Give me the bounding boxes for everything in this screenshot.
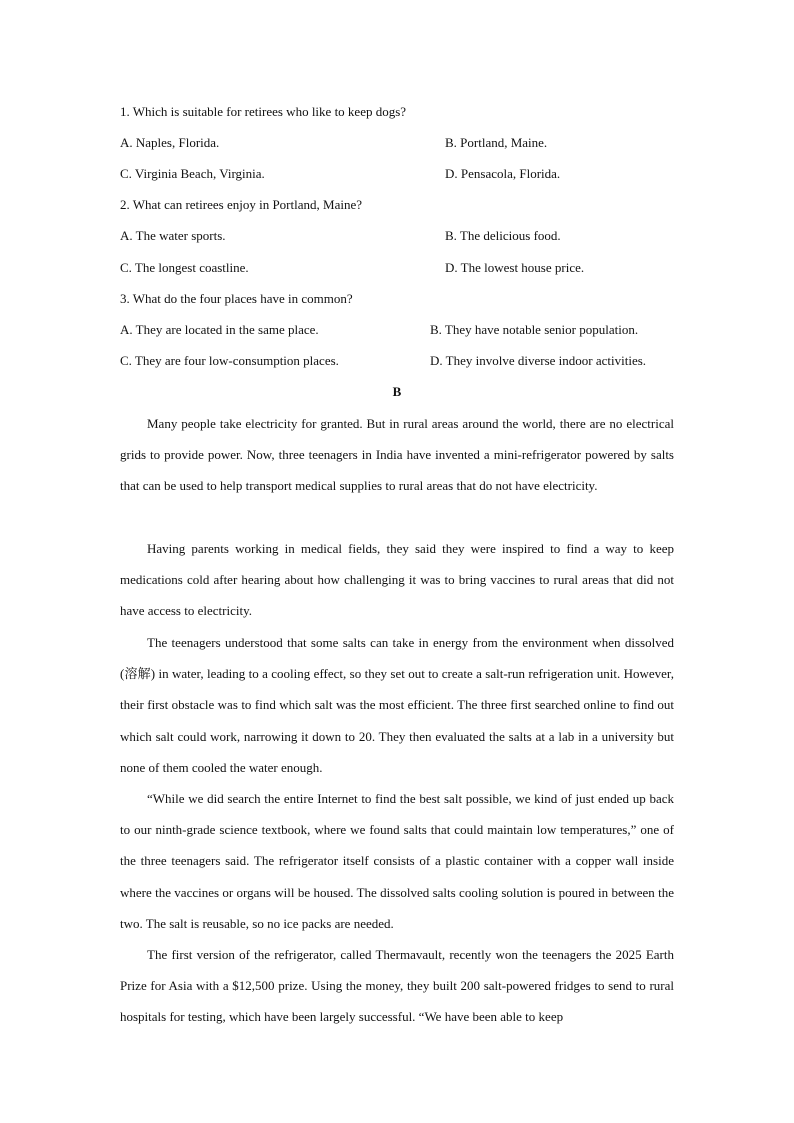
question-1-option-a: A. Naples, Florida.: [120, 135, 220, 150]
question-3-stem: 3. What do the four places have in common?: [120, 291, 353, 306]
passage-paragraph-1: Many people take electricity for granted. But in rural areas around the world, there are no electrical grids to provide power. Now, three teenagers in India have invented a mini-refrigerator powered by salts that can be used to help transport medical supplies to rural areas that do not have electricity.: [120, 416, 674, 494]
question-3-option-a: A. They are located in the same place.: [120, 322, 319, 337]
question-2-option-b: B. The delicious food.: [445, 228, 561, 243]
question-3-option-c: C. They are four low-consumption places.: [120, 353, 339, 368]
question-1-option-d: D. Pensacola, Florida.: [445, 166, 561, 181]
passage-paragraph-4: “While we did search the entire Internet to find the best salt possible, we kind of just ended up back to our ninth-grade science textbook, where we found salts that could maintain low temperatures,” one of the three teenagers said. The refrigerator itself consists of a plastic container with a copper wall inside where the vaccines or organs will be housed. The dissolved salts cooling solution is poured in between the two. The salt is reusable, so no ice packs are needed.: [120, 791, 674, 931]
question-2-option-c: C. The longest coastline.: [120, 260, 249, 275]
question-3-option-b: B. They have notable senior population.: [430, 322, 639, 337]
question-3-option-d: D. They involve diverse indoor activities.: [430, 353, 647, 368]
question-1-option-b: B. Portland, Maine.: [445, 135, 548, 150]
section-title: B: [392, 384, 402, 399]
question-1-stem: 1. Which is suitable for retirees who like to keep dogs?: [120, 104, 407, 119]
question-2-option-d: D. The lowest house price.: [445, 260, 585, 275]
passage-paragraph-3: The teenagers understood that some salts can take in energy from the environment when dissolved (溶解) in water, leading to a cooling effect, so they set out to create a salt-run refrigeration unit. However, their first obstacle was to find which salt was the most efficient. The three first searched online to find out which salt could work, narrowing it down to 20. They then evaluated the salts at a lab in a university but none of them cooled the water enough.: [120, 635, 674, 775]
question-2-option-a: A. The water sports.: [120, 228, 226, 243]
passage-paragraph-5: The first version of the refrigerator, called Thermavault, recently won the teenagers the 2025 Earth Prize for Asia with a $12,500 prize. Using the money, they built 200 salt-powered fridges to send to rural hospitals for testing, which have been largely successful. “We have been able to keep: [120, 947, 674, 1025]
passage-paragraph-2: Having parents working in medical fields, they said they were inspired to find a way to keep medications cold after hearing about how challenging it was to bring vaccines to rural areas that did not have access to electricity.: [120, 541, 674, 619]
question-2-stem: 2. What can retirees enjoy in Portland, Maine?: [120, 197, 362, 212]
question-1-option-c: C. Virginia Beach, Virginia.: [120, 166, 265, 181]
